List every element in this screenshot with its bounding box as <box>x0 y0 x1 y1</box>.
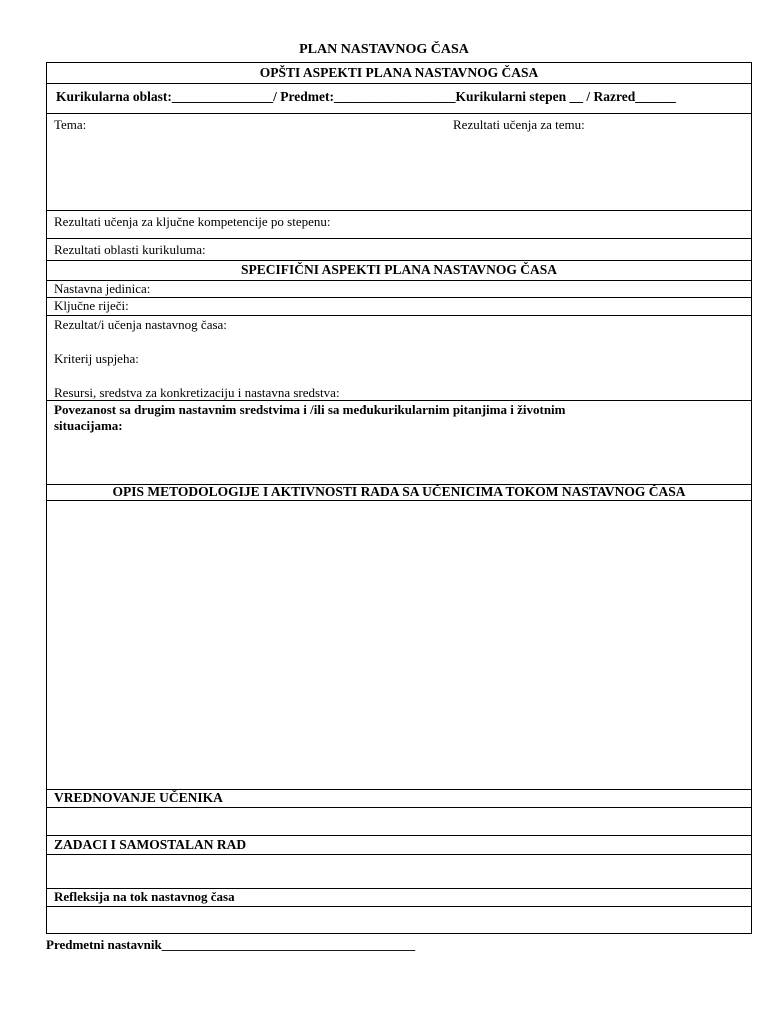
teacher-signature-line: Predmetni nastavnik_______________________________________ <box>46 937 416 952</box>
tema-row <box>47 114 751 211</box>
reflection-label: Refleksija na tok nastavnog časa <box>54 889 235 904</box>
key-competences-label: Rezultati učenja za ključne kompetencije po stepenu: <box>54 214 331 229</box>
keywords-label: Ključne riječi: <box>54 298 129 313</box>
general-aspects-header: OPŠTI ASPEKTI PLANA NASTAVNOG ČASA <box>259 65 539 80</box>
connection-label-line2: situacijama: <box>54 418 123 433</box>
lesson-plan-form <box>46 62 752 934</box>
tema-label: Tema: <box>54 117 87 132</box>
reflection-body <box>47 907 751 935</box>
keywords-row <box>47 298 751 316</box>
specific-aspects-header: SPECIFIČNI ASPEKTI PLANA NASTAVNOG ČASA <box>240 262 558 277</box>
curriculum-row <box>47 84 751 114</box>
connection-row <box>47 401 751 485</box>
topic-outcomes-label: Rezultati učenja za temu: <box>453 117 585 132</box>
lesson-outcomes-row <box>47 316 751 401</box>
connection-label-line1: Povezanost sa drugim nastavnim sredstvima i /ili sa međukurikularnim pitanjima i životnim <box>54 402 566 417</box>
tasks-body <box>47 855 751 889</box>
document-title: PLAN NASTAVNOG ČASA <box>299 42 469 57</box>
evaluation-body <box>47 808 751 836</box>
success-criteria-label: Kriterij uspjeha: <box>54 351 139 366</box>
unit-row <box>47 281 751 298</box>
specific-aspects-header-row <box>47 261 751 281</box>
curriculum-area-outcomes-label: Rezultati oblasti kurikuluma: <box>54 242 206 257</box>
curriculum-line: Kurikularna oblast:_______________/ Predmet:__________________Kurikularni stepen __ / Razred______ <box>56 89 676 104</box>
methodology-body <box>47 501 751 790</box>
general-aspects-header-row <box>47 63 751 84</box>
curriculum-area-row <box>47 239 751 261</box>
tasks-label: ZADACI I SAMOSTALAN RAD <box>54 837 247 852</box>
lesson-outcomes-label: Rezultat/i učenja nastavnog časa: <box>54 317 227 332</box>
methodology-header: OPIS METODOLOGIJE I AKTIVNOSTI RADA SA UČENICIMA TOKOM NASTAVNOG ČASA <box>112 484 686 499</box>
resources-label: Resursi, sredstva za konkretizaciju i nastavna sredstva: <box>54 385 340 400</box>
methodology-header-row <box>47 485 751 501</box>
evaluation-label: VREDNOVANJE UČENIKA <box>54 790 223 805</box>
evaluation-header-row <box>47 790 751 808</box>
tasks-header-row <box>47 836 751 855</box>
key-competences-row <box>47 211 751 239</box>
unit-label: Nastavna jedinica: <box>54 281 151 296</box>
reflection-header-row <box>47 889 751 907</box>
